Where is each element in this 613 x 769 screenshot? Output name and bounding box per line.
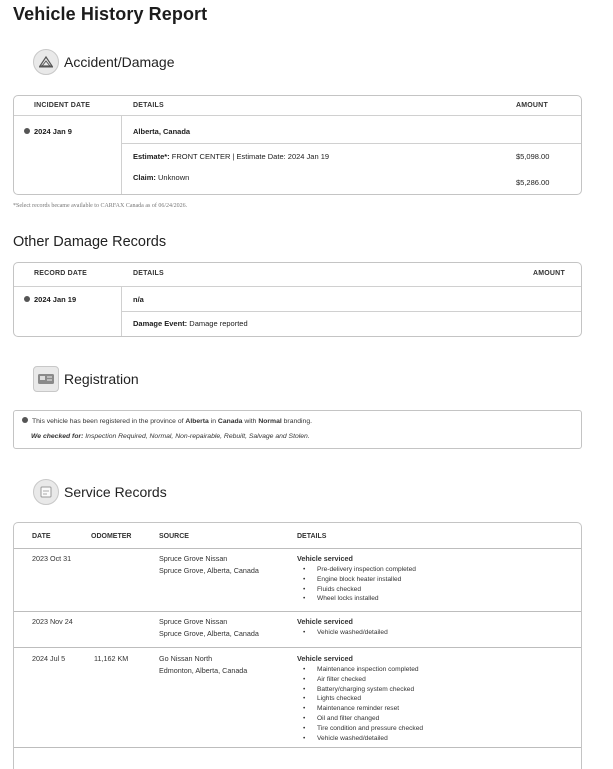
col-header-incident-date: INCIDENT DATE [34, 102, 91, 109]
status-dot-icon [24, 296, 30, 302]
estimate-value: FRONT CENTER | Estimate Date: 2024 Jan 19 [171, 152, 330, 161]
col-header-record-date: RECORD DATE [34, 270, 88, 277]
col-header-odometer: ODOMETER [91, 533, 132, 540]
service-items [297, 628, 388, 638]
checked-for-line [31, 433, 310, 440]
service-item: • Maintenance reminder reset [297, 704, 423, 714]
service-item: • Battery/charging system checked [297, 685, 423, 695]
registration-section-title: Registration [64, 371, 139, 387]
accident-section-title: Accident/Damage [64, 54, 175, 70]
service-source-name: Go Nissan North [159, 654, 213, 663]
service-title: Vehicle serviced [297, 617, 353, 626]
service-item: • Wheel locks installed [297, 594, 416, 604]
registration-branding: Normal [258, 418, 282, 425]
service-source-location: Spruce Grove, Alberta, Canada [159, 566, 259, 575]
service-item: • Vehicle washed/detailed [297, 734, 423, 744]
incident-location: Alberta, Canada [133, 127, 191, 136]
estimate-row [133, 152, 329, 161]
service-icon [33, 479, 59, 505]
service-source-location: Spruce Grove, Alberta, Canada [159, 629, 259, 638]
footnote: *Select records became available to CARFAX Canada as of 06/24/2026. [13, 203, 188, 209]
claim-row [133, 173, 189, 182]
registration-country: Canada [217, 418, 243, 425]
incident-date: 2024 Jan 9 [24, 127, 72, 136]
col-header-details: DETAILS [133, 270, 164, 277]
damage-event-value: Damage reported [189, 319, 248, 328]
service-section-title: Service Records [64, 484, 167, 500]
col-header-details: DETAILS [297, 533, 327, 540]
service-item: • Vehicle washed/detailed [297, 628, 388, 638]
estimate-label: Estimate*: [133, 152, 170, 161]
service-source-name: Spruce Grove Nissan [159, 617, 228, 626]
service-item: • Lights checked [297, 694, 423, 704]
service-source-name: Spruce Grove Nissan [159, 554, 228, 563]
estimate-amount: $5,098.00 [516, 152, 550, 161]
service-items [297, 565, 416, 604]
service-date: 2023 Oct 31 [32, 554, 72, 563]
service-item: • Oil and filter changed [297, 714, 423, 724]
service-item: • Air filter checked [297, 675, 423, 685]
check-circle-icon [22, 417, 28, 423]
status-dot-icon [24, 128, 30, 134]
registration-icon [33, 366, 59, 392]
service-title: Vehicle serviced [297, 654, 353, 663]
record-details: n/a [133, 295, 144, 304]
claim-label: Claim: [133, 173, 156, 182]
accident-icon [33, 49, 59, 75]
damage-event-row [133, 319, 248, 328]
checked-for-label: We checked for: [31, 433, 84, 440]
col-header-date: DATE [32, 533, 51, 540]
service-item: • Tire condition and pressure checked [297, 724, 423, 734]
service-item: • Pre-delivery inspection completed [297, 565, 416, 575]
service-row [14, 548, 581, 611]
service-source-location: Edmonton, Alberta, Canada [159, 666, 248, 675]
col-header-details: DETAILS [133, 102, 164, 109]
service-title: Vehicle serviced [297, 554, 353, 563]
page-title: Vehicle History Report [13, 4, 208, 24]
claim-value: Unknown [158, 173, 190, 182]
col-header-amount: AMOUNT [533, 270, 565, 277]
service-odometer: 11,162 KM [94, 654, 129, 663]
checked-for-list: Inspection Required, Normal, Non-repairable, Rebuilt, Salvage and Stolen. [85, 433, 310, 440]
other-damage-table [13, 262, 582, 337]
accident-table [13, 95, 582, 195]
service-date: 2024 Jul 5 [32, 654, 66, 663]
claim-amount: $5,286.00 [516, 178, 550, 187]
service-items [297, 665, 423, 743]
service-item: • Maintenance inspection completed [297, 665, 423, 675]
service-item: • Fluids checked [297, 585, 416, 595]
service-date: 2023 Nov 24 [32, 617, 73, 626]
col-header-source: SOURCE [159, 533, 189, 540]
service-table [13, 522, 582, 769]
col-header-amount: AMOUNT [516, 102, 548, 109]
other-damage-title: Other Damage Records [13, 234, 167, 250]
service-row [14, 647, 581, 747]
service-item: • Engine block heater installed [297, 575, 416, 585]
registration-province: Alberta [185, 418, 209, 425]
registration-box [13, 410, 582, 449]
registration-statement: This vehicle has been registered in the province of Alberta in Canada with Normal branding. [22, 418, 312, 425]
record-date: 2024 Jan 19 [24, 295, 76, 304]
damage-event-label: Damage Event: [133, 319, 188, 328]
service-row [14, 611, 581, 647]
